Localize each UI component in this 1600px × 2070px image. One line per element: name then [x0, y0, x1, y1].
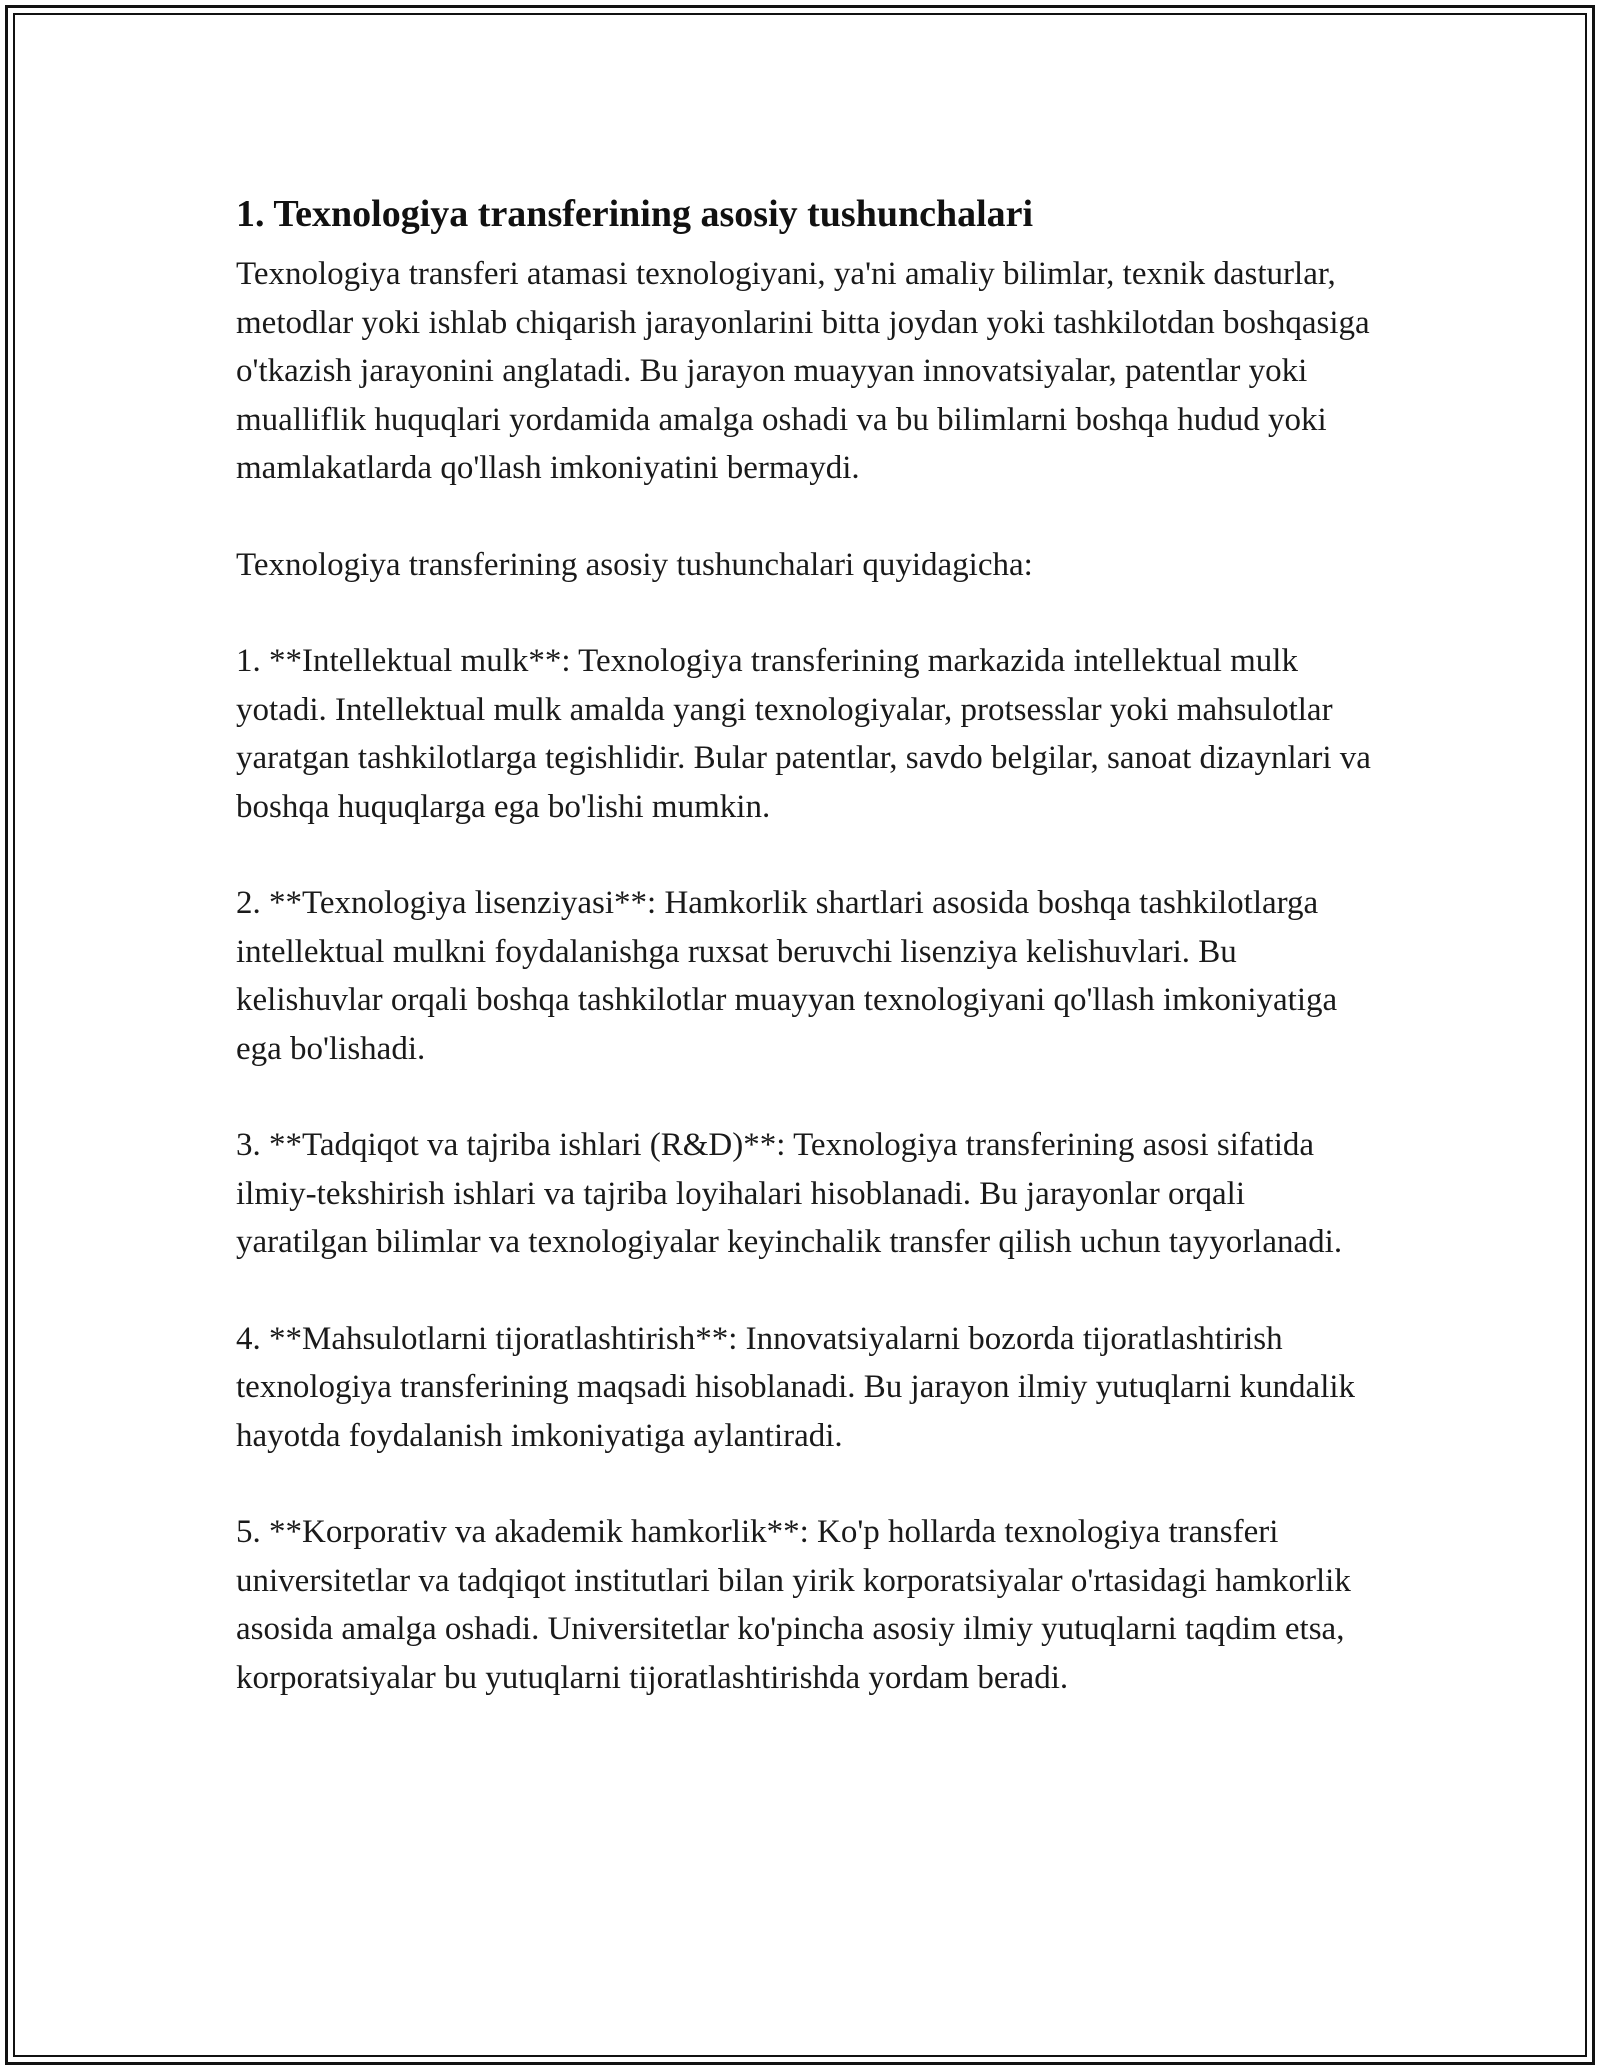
list-item-intellectual-property: 1. **Intellektual mulk**: Texnologiya transferining markazida intellektual mulk yotadi. Intellektual mulk amalda yangi texnologiyalar, protsesslar yoki mahsulotlar yaratgan tashkilotlarga tegishlidir. Bular patentlar, savdo belgilar, sanoat dizaynlari va boshqa huquqlarga ega bo'lishi mumkin. — [236, 643, 1371, 825]
section-heading: 1. Texnologiya transferining asosiy tushunchalari — [236, 193, 1034, 235]
intro-paragraph: Texnologiya transferi atamasi texnologiyani, ya'ni amaliy bilimlar, texnik dasturlar, metodlar yoki ishlab chiqarish jarayonlarini bitta joydan yoki tashkilotdan boshqasiga o'tkazish jarayonini anglatadi. Bu jarayon muayyan innovatsiyalar, patentlar yoki mualliflik huquqlari yordamida amalga oshadi va bu bilimlarni boshqa hudud yoki mamlakatlarda qo'llash imkoniyatini bermaydi. — [236, 256, 1370, 486]
list-item-research-development: 3. **Tadqiqot va tajriba ishlari (R&D)**: Texnologiya transferining asosi sifatida ilmiy-tekshirish ishlari va tajriba loyihalari hisoblanadi. Bu jarayonlar orqali yaratilgan bilimlar va texnologiyalar keyinchalik transfer qilish uchun tayyorlanadi. — [236, 1127, 1343, 1260]
lead-paragraph: Texnologiya transferining asosiy tushunchalari quyidagicha: — [236, 546, 1033, 583]
list-item-corporate-academic-partnership: 5. **Korporativ va akademik hamkorlik**: Ko'p hollarda texnologiya transferi universitetlar va tadqiqot institutlari bilan yirik korporatsiyalar o'rtasidagi hamkorlik asosida amalga oshadi. Universitetlar ko'pincha asosiy ilmiy yutuqlarni taqdim etsa, korporatsiyalar bu yutuqlarni tijoratlashtirishda yordam beradi. — [236, 1514, 1351, 1696]
document-body — [236, 186, 1376, 1702]
list-item-commercialization: 4. **Mahsulotlarni tijoratlashtirish**: Innovatsiyalarni bozorda tijoratlashtirish texnologiya transferining maqsadi hisoblanadi. Bu jarayon ilmiy yutuqlarni kundalik hayotda foydalanish imkoniyatiga aylantiradi. — [236, 1320, 1356, 1454]
list-item-technology-license: 2. **Texnologiya lisenziyasi**: Hamkorlik shartlari asosida boshqa tashkilotlarga intellektual mulkni foydalanishga ruxsat beruvchi lisenziya kelishuvlari. Bu kelishuvlar orqali boshqa tashkilotlar muayyan texnologiyani qo'llash imkoniyatiga ega bo'lishadi. — [236, 885, 1338, 1067]
